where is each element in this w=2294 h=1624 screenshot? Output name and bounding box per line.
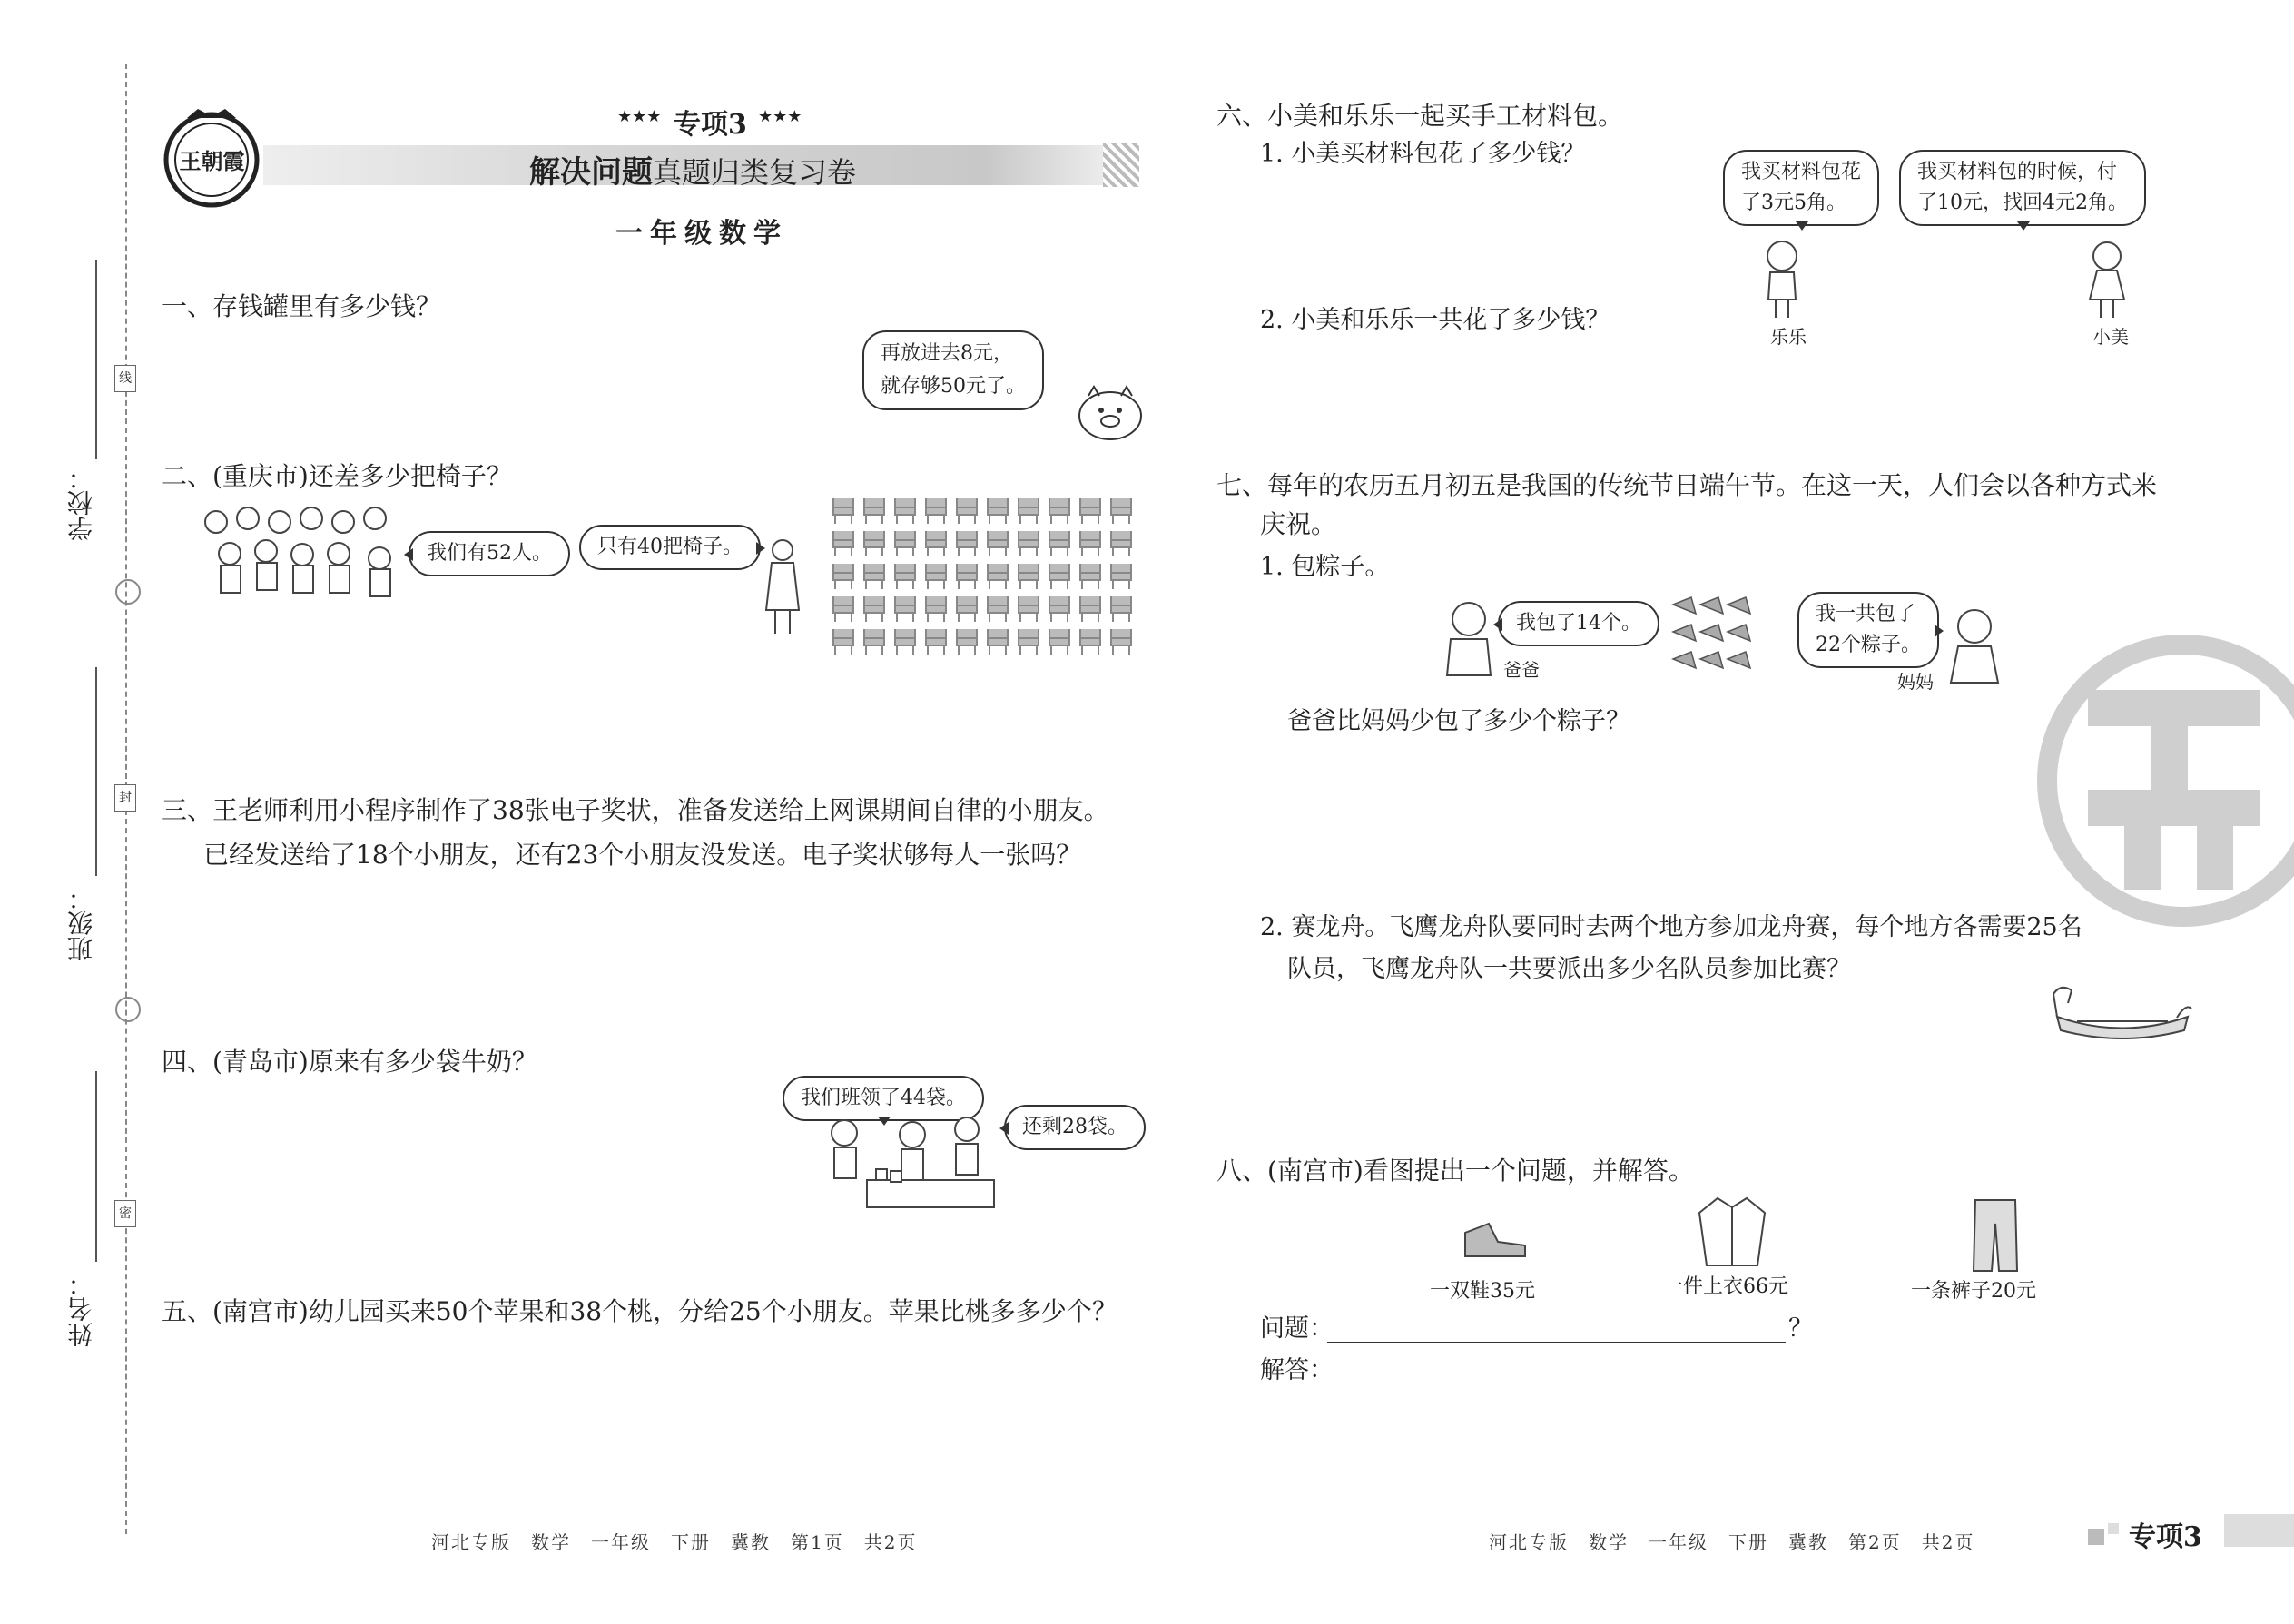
q4-bubble-class: 我们班领了44袋。 (783, 1076, 984, 1121)
q6-bubble-xiaomei-line: 了10元，找回4元2角。 (1917, 192, 2128, 214)
item-jacket-price: 一件上衣66元 (1663, 1275, 1788, 1298)
item-shoes-price: 一双鞋35元 (1430, 1280, 1535, 1303)
question-1-title: 一、存钱罐里有多少钱？ (162, 291, 442, 321)
page-title-bold: 解决问题 (529, 154, 653, 191)
question-3-line2: 已经发送给了18个小朋友，还有23个小朋友没发送。电子奖状够每人一张吗？ (203, 840, 1082, 870)
jacket-icon (1696, 1195, 1768, 1271)
page-title-rest: 真题归类复习卷 (653, 155, 857, 190)
question-7-sub2-line2: 队员，飞鹰龙舟队一共要派出多少名队员参加比赛？ (1287, 955, 1851, 983)
q2-bubble-children: 我们有52人。 (409, 531, 570, 576)
zongzi-icon (1669, 595, 1759, 685)
children-group-icon (198, 504, 411, 607)
school-label: 学校： (66, 465, 96, 541)
q6-bubble-xiaomei-line: 我买材料包的时候，付 (1917, 161, 2118, 183)
footer-deco-square (2088, 1529, 2104, 1545)
q6-bubble-lele (1723, 150, 1879, 226)
question-7-sub2-line1: 2. 赛龙舟。飞鹰龙舟队要同时去两个地方参加龙舟赛，每个地方各需要25名 (1260, 913, 2082, 941)
name-mom: 妈妈 (1897, 671, 1934, 693)
question-3-line1: 三、王老师利用小程序制作了38张电子奖状，准备发送给上网课期间自律的小朋友。 (162, 795, 1109, 825)
question-answer-line[interactable] (1327, 1342, 1786, 1343)
question-6-sub1: 1. 小美买材料包花了多少钱？ (1260, 140, 1586, 168)
mom-icon (1947, 606, 2002, 687)
item-pants-price: 一条裤子20元 (1911, 1280, 2036, 1303)
q7-bubble-mom-line: 22个粽子。 (1816, 634, 1921, 656)
q1-speech-bubble (862, 330, 1044, 410)
footer-right: 河北专版 数学 一年级 下册 冀教 第2页 共2页 (1489, 1531, 1975, 1553)
q4-bubble-remaining: 还剩28袋。 (1004, 1105, 1146, 1150)
school-fill-line[interactable] (95, 260, 97, 459)
logo-badge (160, 105, 264, 210)
answer-label: 解答： (1260, 1356, 1334, 1384)
kids-milk-icon (812, 1115, 1003, 1218)
name-lele: 乐乐 (1770, 326, 1807, 348)
q7-bubble-mom-line: 我一共包了 (1816, 603, 1916, 625)
dad-icon (1443, 599, 1498, 680)
shoes-icon (1462, 1215, 1530, 1268)
question-label: 问题： (1260, 1314, 1334, 1343)
q1-bubble-line: 再放进去8元， (881, 342, 1013, 365)
dragon-boat-icon (2050, 976, 2195, 1048)
q6-bubble-lele-line: 了3元5角。 (1741, 192, 1846, 214)
footer-left: 河北专版 数学 一年级 下册 冀教 第1页 共2页 (431, 1531, 918, 1553)
q1-bubble-line: 就存够50元了。 (881, 375, 1026, 398)
class-fill-line[interactable] (95, 667, 97, 876)
name-label: 姓名： (66, 1271, 96, 1347)
footer-badge: 专项3 (2129, 1521, 2202, 1553)
class-label: 班级： (66, 885, 96, 961)
binding-mark-secret: 密 (114, 1200, 136, 1227)
question-7-line1: 七、每年的农历五月初五是我国的传统节日端午节。在这一天，人们会以各种方式来 (1216, 470, 2158, 500)
q7-bubble-mom (1797, 592, 1939, 668)
footer-deco-square (2108, 1523, 2119, 1534)
pants-icon (1970, 1196, 2020, 1277)
q2-bubble-teacher: 只有40把椅子。 (579, 525, 761, 570)
chair-grid-icon (828, 495, 1137, 662)
name-xiaomei: 小美 (2092, 326, 2129, 348)
boy-lele-icon (1759, 238, 1805, 323)
name-dad: 爸爸 (1503, 659, 1540, 681)
question-7-line2: 庆祝。 (1260, 509, 1337, 539)
piggy-bank-icon (1074, 381, 1147, 448)
logo-text: 王朝霞 (179, 148, 245, 174)
teacher-icon (763, 537, 803, 641)
secret-watermark-icon (2024, 626, 2294, 939)
question-6-sub2: 2. 小美和乐乐一共花了多少钱？ (1260, 306, 1610, 334)
question-8-title: 八、(南宫市)看图提出一个问题，并解答。 (1216, 1156, 1694, 1186)
binding-hole (115, 997, 141, 1022)
stars-left: ★★★ (617, 107, 662, 126)
stars-right: ★★★ (758, 107, 802, 126)
q6-bubble-xiaomei (1899, 150, 2146, 226)
question-2-title: 二、(重庆市)还差多少把椅子？ (162, 461, 512, 491)
subject-title: 一年级数学 (615, 218, 788, 250)
name-fill-line[interactable] (95, 1071, 97, 1262)
question-7-q1: 爸爸比妈妈少包了多少个粽子？ (1287, 707, 1630, 735)
title-band-pattern (1103, 143, 1139, 187)
question-5-title: 五、(南宫市)幼儿园买来50个苹果和38个桃，分给25个小朋友。苹果比桃多多少个？ (162, 1296, 1117, 1326)
binding-hole (115, 579, 141, 605)
header-label: 专项3 (674, 109, 747, 141)
question-7-sub1: 1. 包粽子。 (1260, 553, 1390, 581)
footer-band (2224, 1514, 2294, 1547)
question-4-title: 四、(青岛市)原来有多少袋牛奶？ (162, 1047, 537, 1077)
binding-mark-seal: 封 (114, 784, 136, 812)
question-mark: ？ (1788, 1314, 1813, 1343)
binding-mark-line: 线 (114, 365, 136, 392)
q7-bubble-dad: 我包了14个。 (1498, 601, 1659, 646)
page-title (529, 147, 856, 192)
girl-xiaomei-icon (2084, 238, 2130, 323)
q6-bubble-lele-line: 我买材料包花 (1741, 161, 1862, 183)
question-6-title: 六、小美和乐乐一起买手工材料包。 (1216, 101, 1624, 131)
